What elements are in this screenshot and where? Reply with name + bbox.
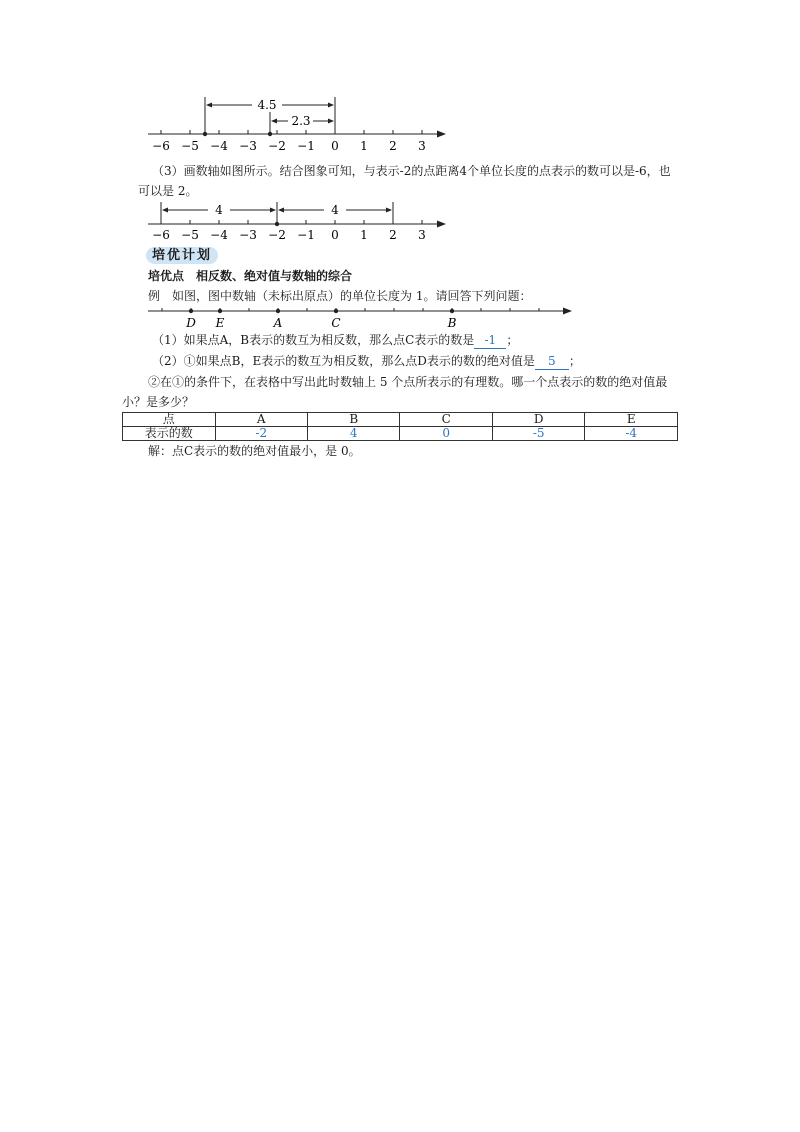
distance-label-long: 4.5: [257, 98, 277, 112]
axis-tick-label: 1: [360, 139, 368, 153]
number-line-1: [140, 90, 460, 160]
axis-tick-label: −4: [210, 228, 228, 240]
axis-tick-label: 1: [360, 228, 368, 240]
point-d: [189, 309, 193, 313]
axis-tick-label: −5: [181, 139, 199, 153]
point-c: [334, 309, 338, 313]
axis-tick-label: −2: [268, 228, 286, 240]
table-value-a: -2: [215, 427, 308, 441]
question-2b-line2: 小？是多少？: [122, 395, 195, 409]
axis-tick-label: −3: [239, 139, 257, 153]
axis-tick-label: 2: [389, 139, 397, 153]
point-label-c: C: [331, 316, 341, 330]
table-point-d: D: [492, 413, 585, 427]
point-label-b: B: [447, 316, 457, 330]
question-2-end: ；: [568, 354, 581, 368]
section-badge-label: 培优计划: [146, 247, 218, 264]
table-row-label: 表示的数: [123, 427, 216, 441]
table-value-c: 0: [400, 427, 492, 441]
distance-label-left: 4: [215, 203, 223, 217]
axis-tick-label: −1: [297, 139, 315, 153]
axis-tick-label: −6: [152, 228, 170, 240]
distance-label-short: 2.3: [291, 114, 311, 128]
example-text: 例 如图，图中数轴（未标出原点）的单位长度为 1。请回答下列问题：: [148, 289, 532, 303]
question-1-end: ；: [506, 333, 519, 347]
subsection-title: 培优点 相反数、绝对值与数轴的综合: [148, 269, 353, 283]
answer-table: [122, 412, 678, 441]
table-point-c: C: [400, 413, 492, 427]
question-2-answer: 5: [535, 353, 569, 370]
number-line-2: [140, 198, 460, 240]
axis-tick-label: 0: [331, 139, 339, 153]
axis-tick-label: −1: [297, 228, 315, 240]
number-line-3: [140, 302, 585, 332]
table-point-b: B: [308, 413, 400, 427]
point-b: [450, 309, 454, 313]
table-value-d: -5: [492, 427, 585, 441]
question-2-text: （2）①如果点B，E表示的数互为相反数，那么点D表示的数的绝对值是: [152, 354, 535, 368]
axis-tick-label: 3: [418, 139, 426, 153]
table-header-row: [123, 413, 678, 427]
axis-tick-label: −3: [239, 228, 257, 240]
question-1-answer: -1: [474, 332, 506, 349]
axis-tick-label: −2: [268, 139, 286, 153]
point-neg-2: [275, 222, 279, 226]
point-a: [276, 309, 280, 313]
question-1: [152, 332, 518, 349]
table-point-e: E: [585, 413, 678, 427]
para3-line2: 可以是 2。: [138, 184, 198, 198]
para3-line1: （3）画数轴如图所示。结合图象可知，与表示-2的点距离4个单位长度的点表示的数可以是-6，也: [152, 164, 671, 178]
axis-tick-label: 3: [418, 228, 426, 240]
section-badge: [146, 244, 218, 263]
solution-text: 解：点C表示的数的绝对值最小，是 0。: [148, 444, 361, 458]
axis-tick-label: 0: [331, 228, 339, 240]
distance-label-right: 4: [331, 203, 339, 217]
table-point-a: A: [215, 413, 308, 427]
question-2b-line1: ②在①的条件下，在表格中写出此时数轴上 5 个点所表示的有理数。哪一个点表示的数的绝对值最: [148, 375, 668, 389]
question-2: [152, 353, 581, 370]
table-value-b: 4: [308, 427, 400, 441]
point-neg-2-3: [268, 132, 272, 136]
point-label-a: A: [273, 316, 283, 330]
table-header-label: 点: [123, 413, 216, 427]
point-e: [218, 309, 222, 313]
point-neg-4-5: [203, 132, 207, 136]
axis-tick-label: −5: [181, 228, 199, 240]
question-1-text: （1）如果点A，B表示的数互为相反数，那么点C表示的数是: [152, 333, 475, 347]
axis-tick-label: −6: [152, 139, 170, 153]
point-label-d: D: [186, 316, 196, 330]
table-value-e: -4: [585, 427, 678, 441]
axis-tick-label: −4: [210, 139, 228, 153]
point-label-e: E: [215, 316, 225, 330]
axis-tick-label: 2: [389, 228, 397, 240]
table-value-row: [123, 427, 678, 441]
